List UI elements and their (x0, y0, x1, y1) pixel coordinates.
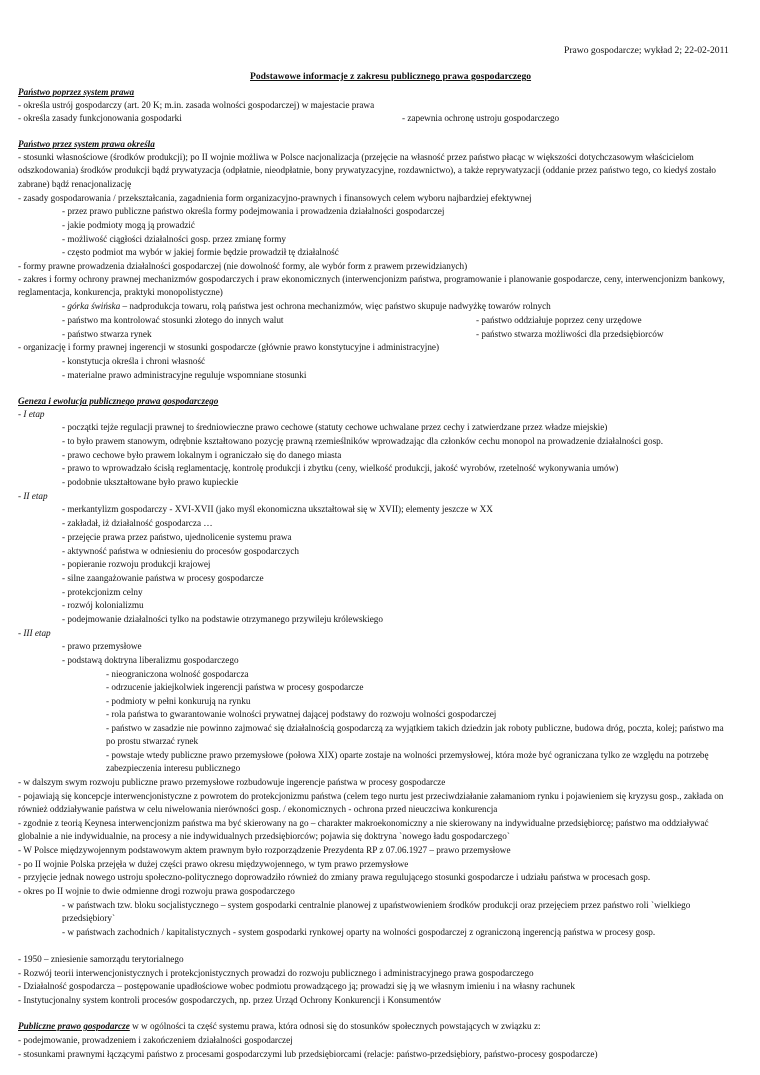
list-item: - silne zaangażowanie państwa w procesy gospodarcze (62, 573, 264, 583)
list-item: - w państwach zachodnich / kapitalistycznych - system gospodarki rynkowej oparty na wolności gospodarczej z ograniczoną ingerencją państwa w procesy gosp. (62, 927, 656, 937)
list-item: - po II wojnie Polska przejęła w dużej części prawo okresu międzywojennego, w tym prawo przemysłowe (18, 859, 409, 869)
list-item: - państwo w zasadzie nie powinno zajmować się działalnością gospodarczą za wyjątkiem takich dziedzin jak roboty publiczne, budowa dróg, poczta, kolej; państwo ma po prostu stwarzać rynek (106, 723, 724, 747)
list-item: - aktywność państwa w odniesieniu do procesów gospodarczych (62, 546, 300, 556)
paragraph: - zgodnie z teorią Keynesa interwencjonizm państwa ma być skierowany na go – charakter makroekonomiczny a nie skierowany na indywidualne przedsiębiorcę; państwo ma oddziaływać globalnie a nie indywidualnie, na procesy a nie indywidualnych przedsiębiorców; pojawia się doktryna `nowego ładu gospodarczego` (18, 818, 709, 842)
list-item: - możliwość ciągłości działalności gosp. przez zmianę formy (62, 234, 286, 244)
list-item: - rola państwa to gwarantowanie wolności prywatnej dającej podstawy do rozwoju wolności gospodarczej (106, 709, 497, 719)
section-heading-3: Geneza i ewolucja publicznego prawa gospodarczego (18, 396, 219, 406)
list-item: - państwo stwarza możliwości dla przedsiębiorców (476, 329, 664, 339)
list-item: - odrzucenie jakiejkolwiek ingerencji państwa w procesy gospodarcze (106, 682, 364, 692)
list-item: - okres po II wojnie to dwie odmienne drogi rozwoju prawa gospodarczego (18, 886, 295, 896)
stage-label: - II etap (18, 491, 48, 501)
list-item: - organizację i formy prawnej ingerencji w stosunki gospodarcze (głównie prawo konstytucyjne i administracyjne) (18, 342, 440, 352)
list-item: - w państwach tzw. bloku socjalistycznego – system gospodarki centralnie planowej z upaństwowieniem środków produkcji oraz przejęciem przez państwo roli `wielkiego przedsiębiory` (62, 900, 691, 924)
stage-label: - III etap (18, 628, 51, 638)
list-item: - początki tejże regulacji prawnej to średniowieczne prawo cechowe (statuty cechowe uchwalane przez cechy i zatwierdzane przez władze miejskie) (62, 422, 608, 432)
section-1-line: - określa ustrój gospodarczy (art. 20 K; m.in. zasada wolności gospodarczej) w majestacie prawa (18, 100, 375, 110)
section-4-intro (18, 1020, 541, 1033)
term-italic: górka świńska (67, 301, 121, 311)
list-item: - podmioty w pełni konkurują na rynku (106, 696, 251, 706)
list-item: - przejęcie prawa przez państwo, ujednolicenie systemu prawa (62, 532, 292, 542)
list-item: - Działalność gospodarcza – postępowanie upadłościowe wobec podmiotu prowadzącego ją; prowadzi się ją we własnym imieniu i na własny rachunek (18, 981, 575, 991)
list-item: - to było prawem stanowym, odrębnie kształtowano pozycję prawną rzemieślników wprowadzając dla członków cechu monopol na prowadzenie działalności gosp. (62, 436, 664, 446)
list-item: - Rozwój teorii interwencjonistycznych i protekcjonistycznych prowadzi do rozwoju publicznego i administracyjnego prawa gospodarczego (18, 968, 534, 978)
list-item: - prawo to wprowadzało ścisłą reglamentację, kontrolę produkcji i zbytku (ceny, wielkość produkcji, jakość wyrobów, rzetelność wykonywania umów) (62, 463, 619, 473)
list-item-text: – nadprodukcja towaru, rolą państwa jest ochrona mechanizmów, więc państwo skupuje nadwyżkę towarów rolnych (120, 301, 551, 311)
list-item: - 1950 – zniesienie samorządu terytorialnego (18, 954, 184, 964)
list-item: - popieranie rozwoju produkcji krajowej (62, 559, 211, 569)
section-4-intro-text: w w ogólności ta część systemu prawa, która odnosi się do stosunków społecznych powstających w związku z: (129, 1021, 541, 1031)
paragraph: - stosunki własnościowe (środków produkcji); po II wojnie możliwa w Polsce nacjonalizacja (przejęcie na własność przez państwo płacąc w większości dotychczasowym właścicielom odszkodowania) środków produkcji bądź prywatyzacja (odpłatnie, nieodpłatnie, bony prywatyzacyjne, rozdawnictwo), a także reprywatyzacji (oddanie przez państwo tego, co kiedyś zostało zabrane) bądź renacjonalizację (18, 152, 716, 189)
list-item: - zasady gospodarowania / przekształcania, zagadnienia form organizacyjno-prawnych i finansowych celem wyboru najbardziej efektywnej (18, 193, 532, 203)
list-item: - podejmowanie, prowadzeniem i zakończeniem działalności gospodarczej (18, 1035, 293, 1045)
list-item: - prawo cechowe było prawem lokalnym i ograniczało się do danego miasta (62, 450, 342, 460)
list-item: - protekcjonizm celny (62, 587, 143, 597)
list-item: - powstaje wtedy publiczne prawo przemysłowe (połowa XIX) oparte zostaje na wolności przemysłowej, która może być ograniczana tylko ze względu na potrzebę zabezpieczenia interesu publicznego (106, 750, 709, 774)
list-item: - przyjęcie jednak nowego ustroju społeczno-politycznego doprowadziło również do zmiany prawa regulującego stosunki gospodarcze i udziału państwa w procesach gosp. (18, 872, 651, 882)
list-item: - często podmiot ma wybór w jakiej formie będzie prowadził tę działalność (62, 247, 339, 257)
section-heading-2: Państwo przez system prawa określa (18, 139, 155, 149)
section-1-line: - określa zasady funkcjonowania gospodarki (18, 113, 182, 123)
list-item: - Instytucjonalny system kontroli procesów gospodarczych, np. przez Urząd Ochrony Konkurencji i Konsumentów (18, 995, 442, 1005)
section-heading-1: Państwo poprzez system prawa (18, 87, 135, 97)
list-item: - podejmowanie działalności tylko na podstawie otrzymanego przywileju królewskiego (62, 614, 383, 624)
list-item: - w dalszym swym rozwoju publiczne prawo przemysłowe rozbudowuje ingerencje państwa w procesy gospodarcze (18, 777, 446, 787)
list-item: - państwo ma kontrolować stosunki złotego do innych walut (62, 315, 284, 325)
section-heading-4: Publiczne prawo gospodarcze (18, 1021, 130, 1031)
document-header: Prawo gospodarcze; wykład 2; 22-02-2011 (564, 45, 729, 56)
list-item: - konstytucja określa i chroni własność (62, 356, 206, 366)
list-item: - prawo przemysłowe (62, 641, 142, 651)
list-item: - nieograniczona wolność gospodarcza (106, 669, 249, 679)
list-item: - państwo oddziałuje poprzez ceny urzędowe (476, 315, 642, 325)
list-item: - podstawą doktryna liberalizmu gospodarczego (62, 655, 239, 665)
list-item: - W Polsce międzywojennym podstawowym aktem prawnym było rozporządzenie Prezydenta RP z 07.06.1927 – prawo przemysłowe (18, 845, 511, 855)
stage-label: - I etap (18, 409, 45, 419)
list-item: - przez prawo publiczne państwo określa formy podejmowania i prowadzenia działalności gospodarczej (62, 206, 445, 216)
list-item: - formy prawne prowadzenia działalności gospodarczej (nie dowolność formy, ale wybór form z prawem przewidzianych) (18, 261, 468, 271)
list-item: - podobnie ukształtowane było prawo kupieckie (62, 477, 239, 487)
list-item: - rozwój kolonializmu (62, 600, 144, 610)
list-item: - materialne prawo administracyjne reguluje wspomniane stosunki (62, 370, 307, 380)
list-item: - górka świńska – nadprodukcja towaru, rolą państwa jest ochrona mechanizmów, więc państwo skupuje nadwyżkę towarów rolnych (62, 301, 551, 311)
document-title: Podstawowe informacje z zakresu publicznego prawa gospodarczego (250, 71, 532, 82)
paragraph: - pojawiają się koncepcje interwencjonistyczne z powrotem do protekcjonizmu państwa (celem tego nurtu jest przeciwdziałanie załamaniom rynku i pojawieniem się kryzysu gosp., zakłada on również oddziaływanie państwa w celu niwelowania nierówności gosp. / ekonomicznych - ochrona przed nieuczciwa konkurencja (18, 791, 724, 815)
list-item: - państwo stwarza rynek (62, 329, 152, 339)
list-item: - jakie podmioty mogą ją prowadzić (62, 220, 195, 230)
list-item: - stosunkami prawnymi łączącymi państwo z procesami gospodarczymi lub przedsiębiorcami (relacje: państwo-przedsiębiory, państwo-procesy gospodarcze) (18, 1049, 598, 1059)
paragraph: - zakres i formy ochrony prawnej mechanizmów gospodarczych i praw ekonomicznych (interwencjonizm państwa, programowanie i planowanie gospodarcze, ceny, interwencjonizm bankowy, reglamentacja, konkurencja, praktyki monopolistyczne) (18, 274, 725, 298)
list-item: - merkantylizm gospodarczy - XVI-XVII (jako myśl ekonomiczna ukształtował się w XVII); elementy jeszcze w XX (62, 504, 493, 514)
list-item: - zakładał, iż działalność gospodarcza … (62, 518, 213, 528)
section-1-line: - zapewnia ochronę ustroju gospodarczego (402, 113, 560, 123)
